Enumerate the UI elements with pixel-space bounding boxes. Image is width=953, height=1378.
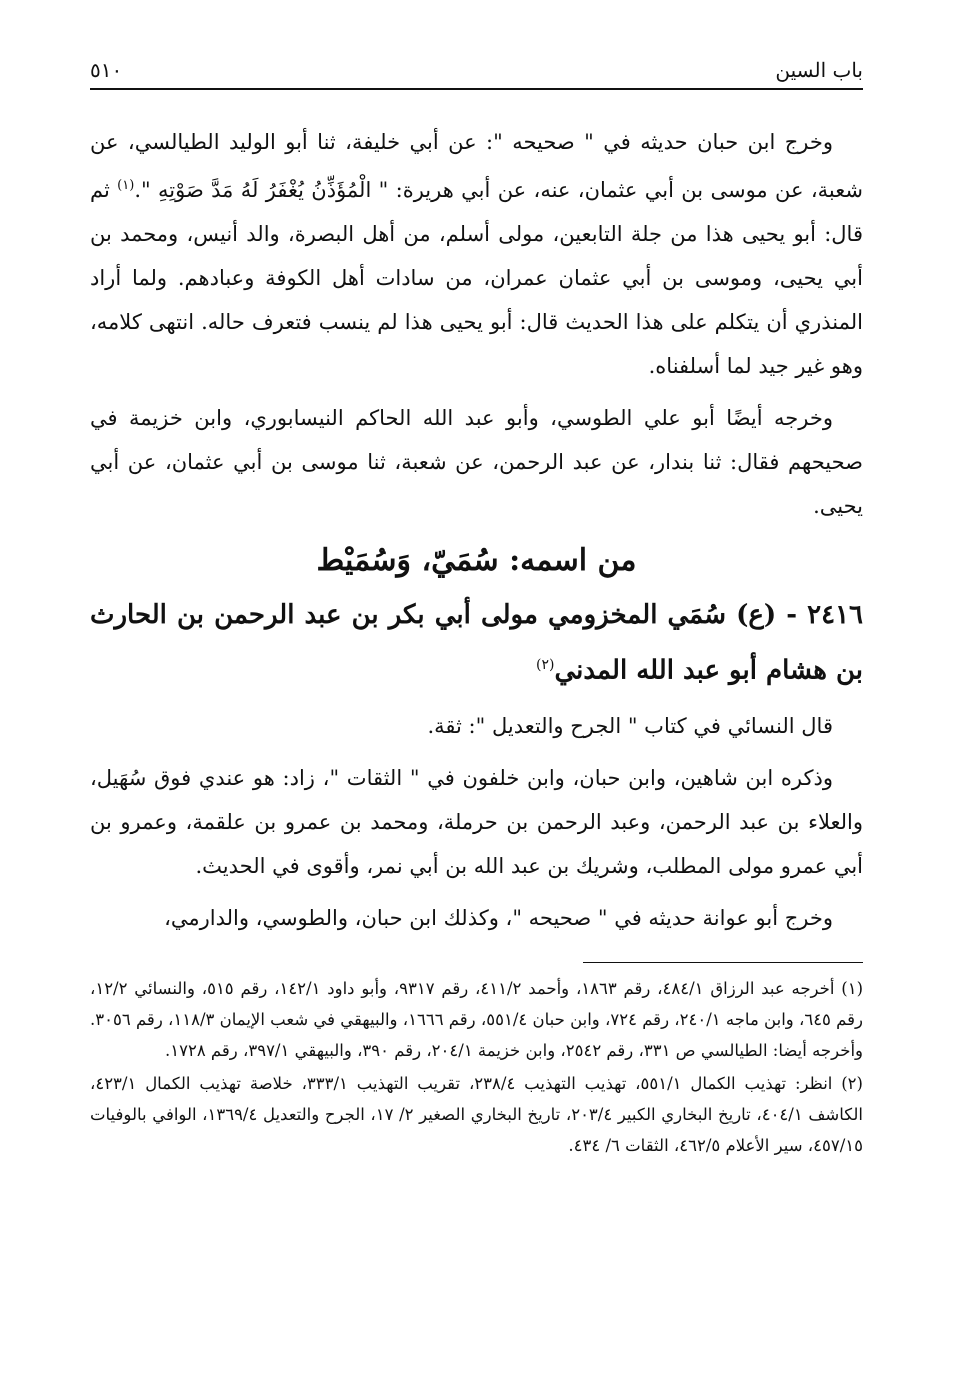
chapter-title: باب السين xyxy=(775,58,863,82)
entry-heading xyxy=(90,590,863,696)
footnote-2: (٢) انظر: تهذيب الكمال ٥٥١/١، تهذيب التهذيب ٢٣٨/٤، تقريب التهذيب ٣٣٣/١، خلاصة تهذيب الكمال ٤٢٣/١، الكاشف ٤٠٤/١، تاريخ البخاري الكبير ٢٠٣/٤، تاريخ البخاري الصغير ٢/ ١٧، الجرح والتعديل ١٣٦٩/٤، الوافي بالوفيات ٤٥٧/١٥، سير الأعلام ٤٦٢/٥، الثقات ٦/ ٤٣٤. xyxy=(90,1073,863,1155)
footnote-1: (١) أخرجه عبد الرزاق ٤٨٤/١، رقم ١٨٦٣، وأحمد ٤١١/٢، رقم ٩٣١٧، وأبو داود ١٤٢/١، رقم ٥١٥، والنسائي ١٢/٢، رقم ٦٤٥، وابن ماجه ٢٤٠/١، رقم ٧٢٤، وابن حبان ٥٥١/٤، رقم ١٦٦٦، والبيهقي في شعب الإيمان ١١٨/٣، رقم ٣٠٥٦. وأخرجه أيضا: الطيالسي ص ٣٣١، رقم ٢٥٤٢، وابن خزيمة ٢٠٤/١، رقم ٣٩٠، والبيهقي ٣٩٧/١، رقم ١٧٢٨. xyxy=(90,978,864,1060)
paragraph-nasai: قال النسائي في كتاب " الجرح والتعديل ": ثقة. xyxy=(427,713,833,738)
page-number: ٥١٠ xyxy=(90,58,123,82)
section-heading: من اسمه: سُمَيّ، وَسُمَيْط xyxy=(316,543,637,578)
paragraph-abu-awana: وخرج أبو عوانة حديثه في " صحيحه "، وكذلك ابن حبان، والطوسي، والدارمي، xyxy=(164,905,833,930)
paragraph-text: وخرج ابن حبان حديثه في " صحيحه ": عن أبي خليفة، ثنا أبو الوليد الطيالسي، عن شعبة، عن موسى بن أبي عثمان، عنه، عن أبي هريرة: " الْمُؤَذِّنُ يُغْفَرُ لَهُ مَدَّ صَوْتِهِ ". xyxy=(90,130,863,202)
footnotes xyxy=(90,973,863,1161)
paragraph-tusi: وخرجه أيضًا أبو علي الطوسي، وأبو عبد الله الحاكم النيسابوري، وابن خزيمة في صحيحهم فقال: ثنا بندار، عن عبد الرحمن، عن شعبة، ثنا موسى بن أبي عثمان، عن أبي يحيى. xyxy=(90,406,863,518)
page xyxy=(90,50,863,1161)
paragraph-thiqat: وذكره ابن شاهين، وابن حبان، وابن خلفون في " الثقات "، زاد: هو عندي فوق سُهَيل، والعلاء بن عبد الرحمن، وعبد الرحمن بن حرملة، ومحمد بن عمرو بن علقمة، وعمرو بن أبي عمرو مولى المطلب، وشريك بن عبد الله بن أبي نمر، وأقوى في الحديث. xyxy=(90,765,863,878)
footnote-separator xyxy=(583,962,863,963)
paragraph-text-continued: ثم قال: أبو يحيى هذا من جلة التابعين، مولى أسلم، من أهل البصرة، والد أنيس، ومحمد بن أبي يحيى، وموسى بن أبي عثمان عمران، من سادات أهل الكوفة وعبادهم. ولما أراد المنذري أن يتكلم على هذا الحديث قال: أبو يحيى هذا لم ينسب فتعرف حاله. انتهى كلامه، وهو غير جيد لما أسلفناه. xyxy=(90,178,863,378)
footnote-ref-2[interactable]: (٢) xyxy=(535,657,555,673)
paragraph-ibn-hibban xyxy=(90,120,863,388)
running-header xyxy=(90,50,863,90)
entry-title: ٢٤١٦ - (ع) سُمَي المخزومي مولى أبي بكر بن عبد الرحمن بن الحارث بن هشام أبو عبد الله المدني xyxy=(90,600,863,686)
footnote-ref-1[interactable]: (١) xyxy=(117,178,135,193)
